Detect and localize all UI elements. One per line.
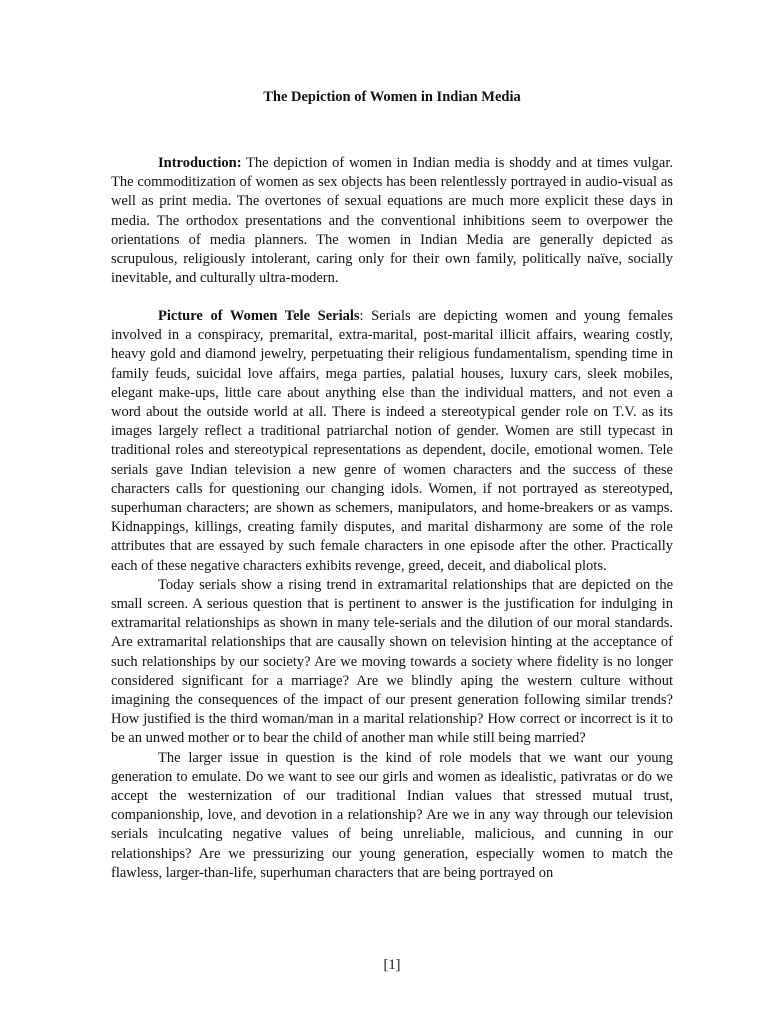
tele-serials-section <box>111 307 673 883</box>
introduction-section <box>111 154 673 288</box>
body-paragraph: The larger issue in question is the kind of role models that we want our young generation to emulate. Do we want to see our girls and women as idealistic, pativratas or do we accept the westernization of our traditional Indian values that stressed mutual trust, companionship, love, and devotion in a relationship? Are we in any way through our television serials inculcating negative values of being unreliable, malicious, and cunning in our relationships? Are we pressurizing our young generation, especially women to match the flawless, larger-than-life, superhuman characters that are being portrayed on <box>111 749 673 881</box>
document-title: The Depiction of Women in Indian Media <box>263 89 521 105</box>
introduction-paragraph <box>111 154 673 288</box>
introduction-heading: Introduction: <box>158 155 242 171</box>
tele-serials-text: : Serials are depicting women and young females involved in a conspiracy, premarital, extra-marital, post-marital illicit affairs, wearing costly, heavy gold and diamond jewelry, perpetuating their religious fundamentalism, spending time in family feuds, suicidal love affairs, mega parties, palatial houses, luxury cars, sleek mobiles, elegant make-ups, little care about anything else than the individual matters, and not even a word about the outside world at all. There is indeed a stereotypical gender role on T.V. as its images largely reflect a traditional patriarchal notion of gender. Women are still typecast in traditional roles and stereotypical representations as dependent, docile, emotional women. Tele serials gave Indian television a new genre of women characters and the success of these characters calls for questioning our changing idols. Women, if not portrayed as stereotyped, superhuman characters; are shown as schemers, manipulators, and home-breakers or as vamps. Kidnappings, killings, creating family disputes, and marital disharmony are some of the role attributes that are essayed by such female characters in one episode after the other. Practically each of these negative characters exhibits revenge, greed, deceit, and diabolical plots. <box>111 308 673 574</box>
tele-serials-paragraph <box>111 307 673 576</box>
page-number: [1] <box>383 957 401 973</box>
introduction-text: The depiction of women in Indian media is shoddy and at times vulgar. The commoditization of women as sex objects has been relentlessly portrayed in audio-visual as well as print media. The overtones of sexual equations are much more explicit these days in media. The orthodox presentations and the conventional inhibitions seem to overpower the orientations of media planners. The women in Indian Media are generally depicted as scrupulous, religiously intolerant, caring only for their own family, politically naïve, socially inevitable, and culturally ultra-modern. <box>111 155 673 287</box>
tele-serials-heading: Picture of Women Tele Serials <box>158 308 360 324</box>
body-paragraph: Today serials show a rising trend in extramarital relationships that are depicted on the small screen. A serious question that is pertinent to answer is the justification for indulging in extramarital relationships as shown in many tele-serials and the dilution of our moral standards. Are extramarital relationships that are causally shown on television hinting at the acceptance of such relationships by our society? Are we moving towards a society where fidelity is no longer considered significant for a marriage? Are we blindly aping the western culture without imagining the consequences of the impact of our present generation following similar trends? How justified is the third woman/man in a marital relationship? How correct or incorrect is it to be an unwed mother or to bear the child of another man while still being married? <box>111 576 673 747</box>
